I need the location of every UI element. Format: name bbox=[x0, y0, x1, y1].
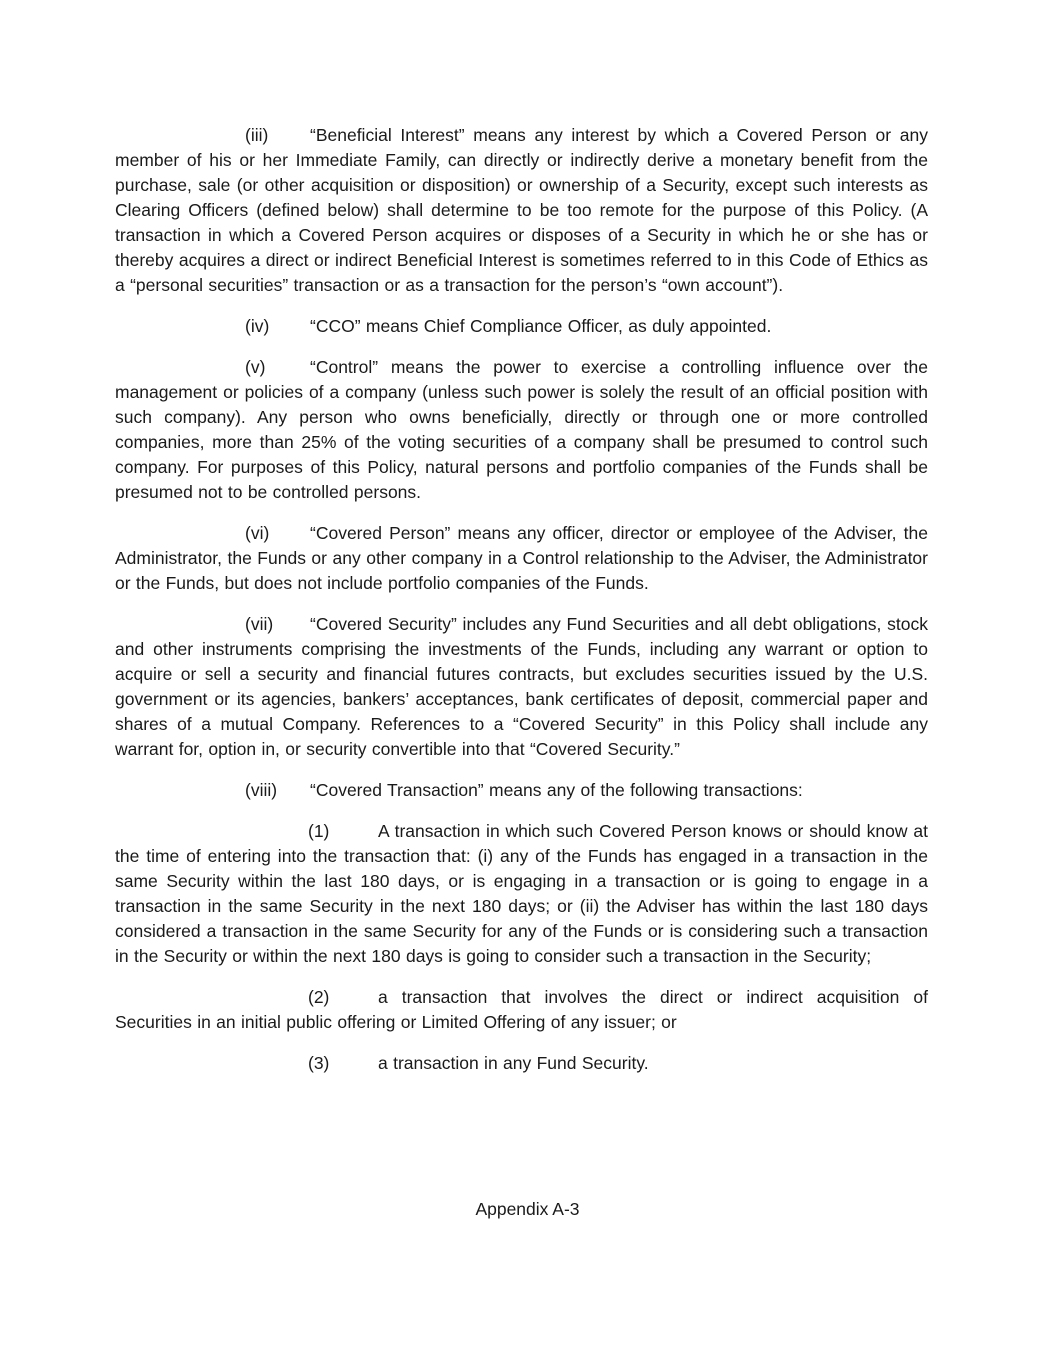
page-footer-label: Appendix A-3 bbox=[475, 1199, 580, 1219]
paragraph bbox=[115, 521, 928, 596]
paragraph-text: a transaction that involves the direct or indirect acquisition of Securities in an initial public offering or Limited Offering of any issuer; or bbox=[115, 987, 928, 1032]
paragraph-text: a transaction in any Fund Security. bbox=[378, 1053, 649, 1073]
paragraph bbox=[115, 1051, 928, 1076]
paragraph-text: “Beneficial Interest” means any interest by which a Covered Person or any member of his or her Immediate Family, can directly or indirectly derive a monetary benefit from the purchase, sale (or other acquisition or disposition) or ownership of a Security, except such interests as Clearing Officers (defined below) shall determine to be too remote for the purpose of this Policy. (A transaction in which a Covered Person acquires or disposes of a Security in which he or she has or thereby acquires a direct or indirect Beneficial Interest is sometimes referred to in this Code of Ethics as a “personal securities” transaction or as a transaction for the person’s “own account”). bbox=[115, 125, 928, 295]
paragraph-text: “Covered Transaction” means any of the following transactions: bbox=[310, 780, 803, 800]
paragraph-number: (vii) bbox=[245, 614, 274, 634]
paragraph-number: (vi) bbox=[245, 523, 270, 543]
paragraph-number: (2) bbox=[308, 987, 330, 1007]
paragraph bbox=[115, 612, 928, 762]
paragraph-text: A transaction in which such Covered Person knows or should know at the time of entering into the transaction that: (i) any of the Funds has engaged in a transaction in the same Security within the last 180 days, or is engaging in a transaction or is going to engage in a transaction in the same Security in the next 180 days; or (ii) the Adviser has within the last 180 days considered a transaction in the same Security for any of the Funds or is considering such a transaction in the Security or within the next 180 days is going to consider such a transaction in the Security; bbox=[115, 821, 928, 966]
paragraph-number: (iii) bbox=[245, 125, 269, 145]
paragraph-text: “Covered Security” includes any Fund Securities and all debt obligations, stock and other instruments comprising the investments of the Funds, including any warrant or option to acquire or sell a security and financial futures contracts, but excludes securities issued by the U.S. government or its agencies, bankers’ acceptances, bank certificates of deposit, commercial paper and shares of a mutual Company. References to a “Covered Security” in this Policy shall include any warrant for, option in, or security convertible into that “Covered Security.” bbox=[115, 614, 928, 759]
paragraph bbox=[115, 123, 928, 298]
paragraph-text: “CCO” means Chief Compliance Officer, as duly appointed. bbox=[310, 316, 772, 336]
paragraph bbox=[115, 314, 928, 339]
paragraph-text: “Control” means the power to exercise a controlling influence over the management or policies of a company (unless such power is solely the result of an official position with such company). Any person who owns beneficially, directly or through one or more controlled companies, more than 25% of the voting securities of a company shall be presumed to control such company. For purposes of this Policy, natural persons and portfolio companies of the Funds shall be presumed not to be controlled persons. bbox=[115, 357, 928, 502]
paragraph-number: (3) bbox=[308, 1053, 330, 1073]
paragraph-number: (iv) bbox=[245, 316, 270, 336]
paragraph-text: “Covered Person” means any officer, director or employee of the Adviser, the Administrator, the Funds or any other company in a Control relationship to the Adviser, the Administrator or the Funds, but does not include portfolio companies of the Funds. bbox=[115, 523, 928, 593]
document-body bbox=[115, 123, 928, 1092]
paragraph-number: (1) bbox=[308, 821, 330, 841]
paragraph bbox=[115, 355, 928, 505]
paragraph-number: (v) bbox=[245, 357, 266, 377]
paragraph bbox=[115, 778, 928, 803]
paragraph bbox=[115, 985, 928, 1035]
paragraph-number: (viii) bbox=[245, 780, 278, 800]
paragraph bbox=[115, 819, 928, 969]
